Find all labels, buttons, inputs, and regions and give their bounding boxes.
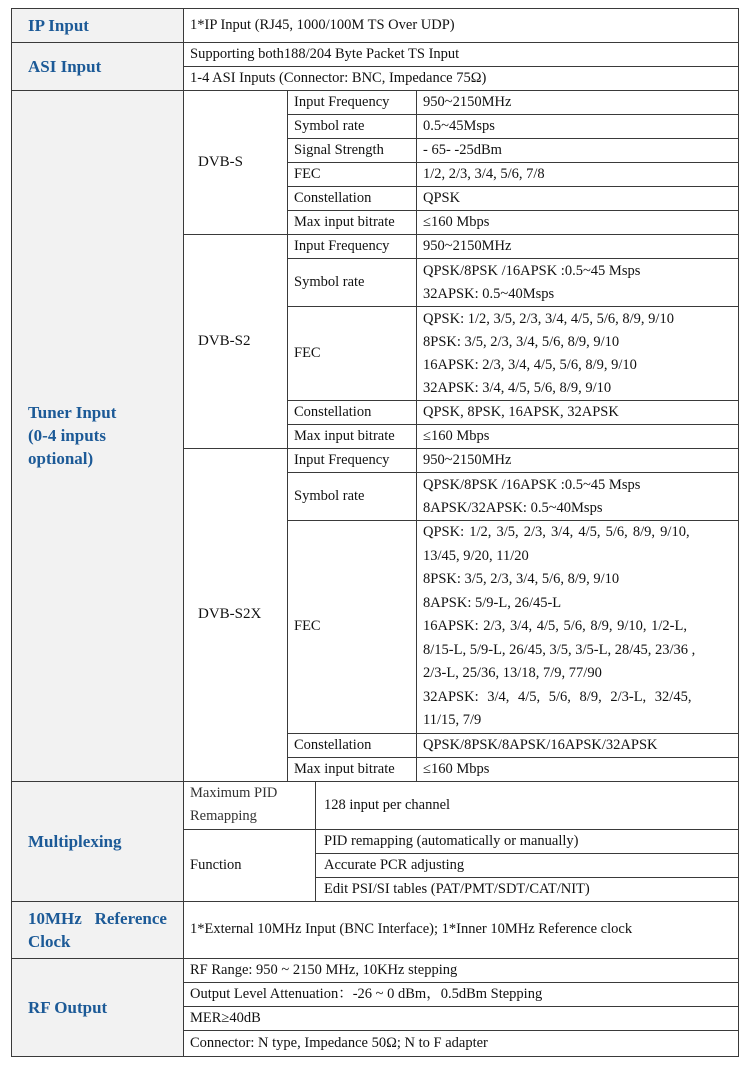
value-line: 11/15, 7/9 (423, 712, 482, 728)
rf-value: Output Level Attenuation：-26 ~ 0 dBm，0.5dBm Stepping (184, 982, 739, 1006)
tuner-header-line: optional) (28, 449, 94, 469)
dvb-s2x-label: DVB-S2X (184, 449, 288, 782)
value-line: 16APSK: 2/3, 3/4, 4/5, 5/6, 8/9, 9/10, 1/2-L, (423, 618, 687, 634)
rf-value: Connector: N type, Impedance 50Ω; N to F adapter (184, 1030, 739, 1056)
function-item: Accurate PCR adjusting (316, 853, 739, 877)
param-label: Input Frequency (288, 449, 417, 473)
param-value: QPSK, 8PSK, 16APSK, 32APSK (417, 401, 739, 425)
ref-clock-header (12, 901, 184, 958)
param-value: ≤160 Mbps (417, 425, 739, 449)
value-line: QPSK: 1/2, 3/5, 2/3, 3/4, 4/5, 5/6, 8/9, 9/10, (423, 524, 690, 540)
ip-input-header: IP Input (12, 9, 184, 43)
dvb-s2-label: DVB-S2 (184, 235, 288, 449)
tuner-row (12, 91, 739, 115)
asi-value: Supporting both188/204 Byte Packet TS Input (184, 43, 739, 67)
rf-value: RF Range: 950 ~ 2150 MHz, 10KHz stepping (184, 958, 739, 982)
value-line: 8PSK: 3/5, 2/3, 3/4, 5/6, 8/9, 9/10 (423, 571, 620, 587)
multiplexing-header: Multiplexing (12, 781, 184, 901)
param-label: FEC (288, 163, 417, 187)
header-line: Clock (28, 931, 71, 951)
label-line: Maximum PID (190, 785, 278, 801)
value-line: 8/15-L, 5/9-L, 26/45, 3/5, 3/5-L, 28/45, 23/36 , (423, 641, 696, 658)
param-label: Constellation (288, 187, 417, 211)
param-label: Max input bitrate (288, 757, 417, 781)
pid-label (184, 781, 316, 829)
value-line: 8APSK/32APSK: 0.5~40Msps (423, 499, 603, 516)
tuner-header-line: (0-4 inputs (28, 426, 106, 446)
value-line: QPSK/8PSK /16APSK :0.5~45 Msps (423, 476, 641, 493)
param-value (417, 307, 739, 401)
param-value (417, 259, 739, 307)
param-label: FEC (288, 521, 417, 734)
param-label: Constellation (288, 401, 417, 425)
asi-input-row (12, 43, 739, 67)
param-value: 950~2150MHz (417, 235, 739, 259)
spec-table (11, 8, 739, 1057)
value-line: 16APSK: 2/3, 3/4, 4/5, 5/6, 8/9, 9/10 (423, 356, 637, 373)
pid-value: 128 input per channel (316, 781, 739, 829)
param-label: Symbol rate (288, 115, 417, 139)
param-value: 1/2, 2/3, 3/4, 5/6, 7/8 (417, 163, 739, 187)
tuner-input-header (12, 91, 184, 782)
ref-clock-value: 1*External 10MHz Input (BNC Interface); 1*Inner 10MHz Reference clock (184, 901, 739, 958)
value-line: 2/3-L, 25/36, 13/18, 7/9, 77/90 (423, 665, 602, 681)
function-item: Edit PSI/SI tables (PAT/PMT/SDT/CAT/NIT) (316, 877, 739, 901)
tuner-header-line: Tuner Input (28, 403, 117, 423)
param-value: - 65- -25dBm (417, 139, 739, 163)
value-line: 13/45, 9/20, 11/20 (423, 547, 529, 564)
param-value: 950~2150MHz (417, 91, 739, 115)
ip-input-value: 1*IP Input (RJ45, 1000/100M TS Over UDP) (184, 9, 739, 43)
rf-output-header: RF Output (12, 958, 184, 1056)
param-label: Signal Strength (288, 139, 417, 163)
value-line: 32APSK: 3/4, 4/5, 5/6, 8/9, 2/3-L, 32/45, (423, 688, 692, 705)
param-value: ≤160 Mbps (417, 757, 739, 781)
param-label: Max input bitrate (288, 425, 417, 449)
param-value (417, 473, 739, 521)
rf-row (12, 958, 739, 982)
value-line: 8PSK: 3/5, 2/3, 3/4, 5/6, 8/9, 9/10 (423, 333, 620, 350)
ip-input-row (12, 9, 739, 43)
ref-clock-row (12, 901, 739, 958)
param-value: QPSK/8PSK/8APSK/16APSK/32APSK (417, 733, 739, 757)
param-value: ≤160 Mbps (417, 211, 739, 235)
value-line: QPSK/8PSK /16APSK :0.5~45 Msps (423, 262, 641, 279)
function-item: PID remapping (automatically or manually) (316, 829, 739, 853)
param-label: Input Frequency (288, 235, 417, 259)
label-line: Remapping (190, 808, 257, 824)
value-line: 32APSK: 0.5~40Msps (423, 285, 555, 302)
dvb-s-label: DVB-S (184, 91, 288, 235)
value-line: 32APSK: 3/4, 4/5, 5/6, 8/9, 9/10 (423, 379, 612, 396)
param-label: Max input bitrate (288, 211, 417, 235)
param-label: Symbol rate (288, 259, 417, 307)
param-label: Symbol rate (288, 473, 417, 521)
param-label: Constellation (288, 733, 417, 757)
param-value (417, 521, 739, 734)
param-value: QPSK (417, 187, 739, 211)
param-label: FEC (288, 307, 417, 401)
rf-value: MER≥40dB (184, 1006, 739, 1030)
param-label: Input Frequency (288, 91, 417, 115)
param-value: 950~2150MHz (417, 449, 739, 473)
value-line: 8APSK: 5/9-L, 26/45-L (423, 594, 562, 611)
asi-value: 1-4 ASI Inputs (Connector: BNC, Impedance 75Ω) (184, 67, 739, 91)
param-value: 0.5~45Msps (417, 115, 739, 139)
spec-document (11, 8, 739, 1057)
function-label: Function (184, 829, 316, 901)
mux-row (12, 781, 739, 829)
value-line: QPSK: 1/2, 3/5, 2/3, 3/4, 4/5, 5/6, 8/9, 9/10 (423, 310, 674, 327)
asi-input-header: ASI Input (12, 43, 184, 91)
header-line: 10MHz Reference (28, 908, 167, 928)
